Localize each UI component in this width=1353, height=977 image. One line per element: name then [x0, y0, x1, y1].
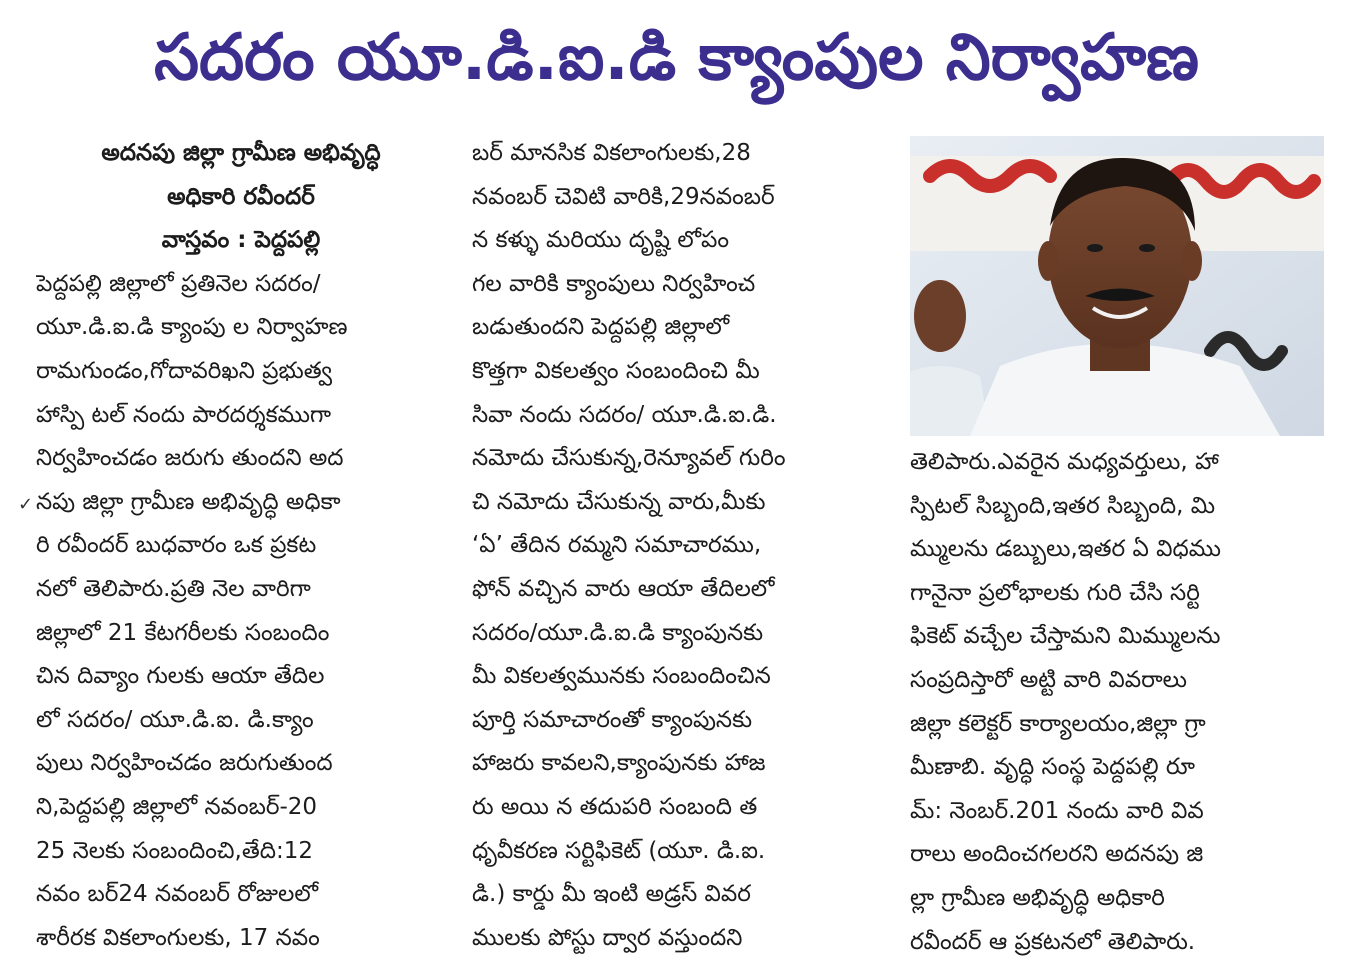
body-line: గల వారికి క్యాంపులు నిర్వహించ — [472, 270, 756, 297]
body-line: రు అయి న తదుపరి సంబంది త — [472, 793, 758, 820]
check-mark-icon: ✓ — [18, 494, 34, 515]
article-column-left — [36, 132, 446, 960]
body-line: తెలిపారు.ఎవరైన మధ్యవర్తులు, హా — [910, 449, 1219, 475]
byline-line: అధికారి రవీందర్ — [167, 183, 315, 210]
body-line: జిల్లా కలెక్టర్ కార్యాలయం,జిల్లా గ్రా — [910, 710, 1206, 737]
body-line: చి నమోదు చేసుకున్న వారు,మీకు — [472, 488, 766, 515]
headline: సదరం యూ.డి.ఐ.డి క్యాంపుల నిర్వాహణ — [154, 21, 1199, 95]
body-line: గానైనా ప్రలోభాలకు గురి చేసి సర్టి — [910, 579, 1200, 606]
body-line: న కళ్ళు మరియు దృష్టి లోపం — [472, 227, 730, 254]
body-line: స్పిటల్ సిబ్బంది,ఇతర సిబ్బంది, మి — [910, 492, 1216, 519]
body-line: ల్లా గ్రామీణ అభివృద్ధి అధికారి — [910, 884, 1165, 911]
body-line: బడుతుందని పెద్దపల్లి జిల్లాలో — [472, 314, 730, 341]
body-line: చిన దివ్యాం గులకు ఆయా తేదిల — [36, 663, 325, 690]
body-line: నపు జిల్లా గ్రామీణ అభివృద్ధి అధికా — [36, 488, 341, 515]
byline-line: అదనపు జిల్లా గ్రామీణ అభివృద్ధి — [101, 140, 381, 166]
body-line: కొత్తగా వికలత్వం సంబందించి మీ — [472, 357, 760, 384]
body-line: పులు నిర్వహించడం జరుగుతుంద — [36, 750, 333, 777]
body-line: పెద్దపల్లి జిల్లాలో ప్రతినెల సదరం/ — [36, 270, 321, 297]
body-line: ఫోన్ వచ్చిన వారు ఆయా తేదిలలో — [472, 575, 775, 602]
body-line: లో సదరం/ యూ.డి.ఐ. డి.క్యాం — [36, 706, 314, 733]
body-line: సంప్రదిస్తారో అట్టి వారి వివరాలు — [910, 666, 1187, 693]
body-line: ‘ఏ’ తేదిన రమ్మని సమాచారము, — [472, 532, 762, 559]
body-line: మీ వికలత్వమునకు సంబందించిన — [472, 663, 771, 690]
body-line: మ్ములను డబ్బులు,ఇతర ఏ విధము — [910, 536, 1221, 563]
news-photo — [910, 136, 1324, 436]
body-line: మీణాబి. వృద్ధి సంస్థ పెద్దపల్లి రూ — [910, 754, 1195, 781]
body-line: ని,పెద్దపల్లి జిల్లాలో నవంబర్-20 — [36, 793, 318, 820]
body-line: జిల్లాలో 21 కేటగరీలకు సంబందిం — [36, 619, 330, 646]
body-line: నమోదు చేసుకున్న,రెన్యూవల్ గురిం — [472, 445, 786, 472]
body-line: ధృవీకరణ సర్టిఫికెట్ (యూ. డి.ఐ. — [472, 837, 766, 864]
body-line: రి రవీందర్ బుధవారం ఒక ప్రకట — [36, 532, 317, 559]
body-line: సదరం/యూ.డి.ఐ.డి క్యాంపునకు — [472, 619, 764, 646]
article-column-middle — [472, 132, 884, 960]
body-line: మ్: నెంబర్.201 నందు వారి వివ — [910, 797, 1204, 824]
portrait-illustration — [910, 136, 1324, 436]
body-line: రాలు అందించగలరని అదనపు జి — [910, 841, 1204, 868]
body-line: డి.) కార్డు మీ ఇంటి అడ్రస్ వివర — [472, 881, 751, 908]
byline-dateline: వాస్తవం : పెద్దపల్లి — [161, 227, 321, 254]
article-column-right — [910, 441, 1330, 964]
body-line: రామగుండం,గోదావరిఖని ప్రభుత్వ — [36, 357, 333, 384]
body-line: యూ.డి.ఐ.డి క్యాంపు ల నిర్వాహణ — [36, 314, 348, 341]
body-line: హాజరు కావలని,క్యాంపునకు హాజ — [472, 750, 766, 777]
body-line: బర్ మానసిక వికలాంగులకు,28 — [472, 140, 751, 166]
body-line: పూర్తి సమాచారంతో క్యాంపునకు — [472, 706, 753, 733]
body-line: సివా నందు సదరం/ యూ.డి.ఐ.డి. — [472, 401, 777, 428]
body-line: ఫికెట్ వచ్చేల చేస్తామని మిమ్ములను — [910, 623, 1221, 650]
body-line: ములకు పోస్టు ద్వార వస్తుందని — [472, 924, 743, 951]
body-line: 25 నెలకు సంబందించి,తేది:12 — [36, 837, 313, 864]
body-line: నిర్వహించడం జరుగు తుందని అద — [36, 445, 344, 472]
body-line: నవంబర్ చెవిటి వారికి,29నవంబర్ — [472, 183, 775, 210]
body-line: నలో తెలిపారు.ప్రతి నెల వారిగా — [36, 575, 311, 602]
body-line: నవం బర్24 నవంబర్ రోజులలో — [36, 881, 319, 908]
body-line: హాస్పి టల్ నందు పారదర్శకముగా — [36, 401, 332, 428]
body-line: రవీందర్ ఆ ప్రకటనలో తెలిపారు. — [910, 928, 1196, 955]
body-line: శారీరక వికలాంగులకు, 17 నవం — [36, 924, 320, 951]
